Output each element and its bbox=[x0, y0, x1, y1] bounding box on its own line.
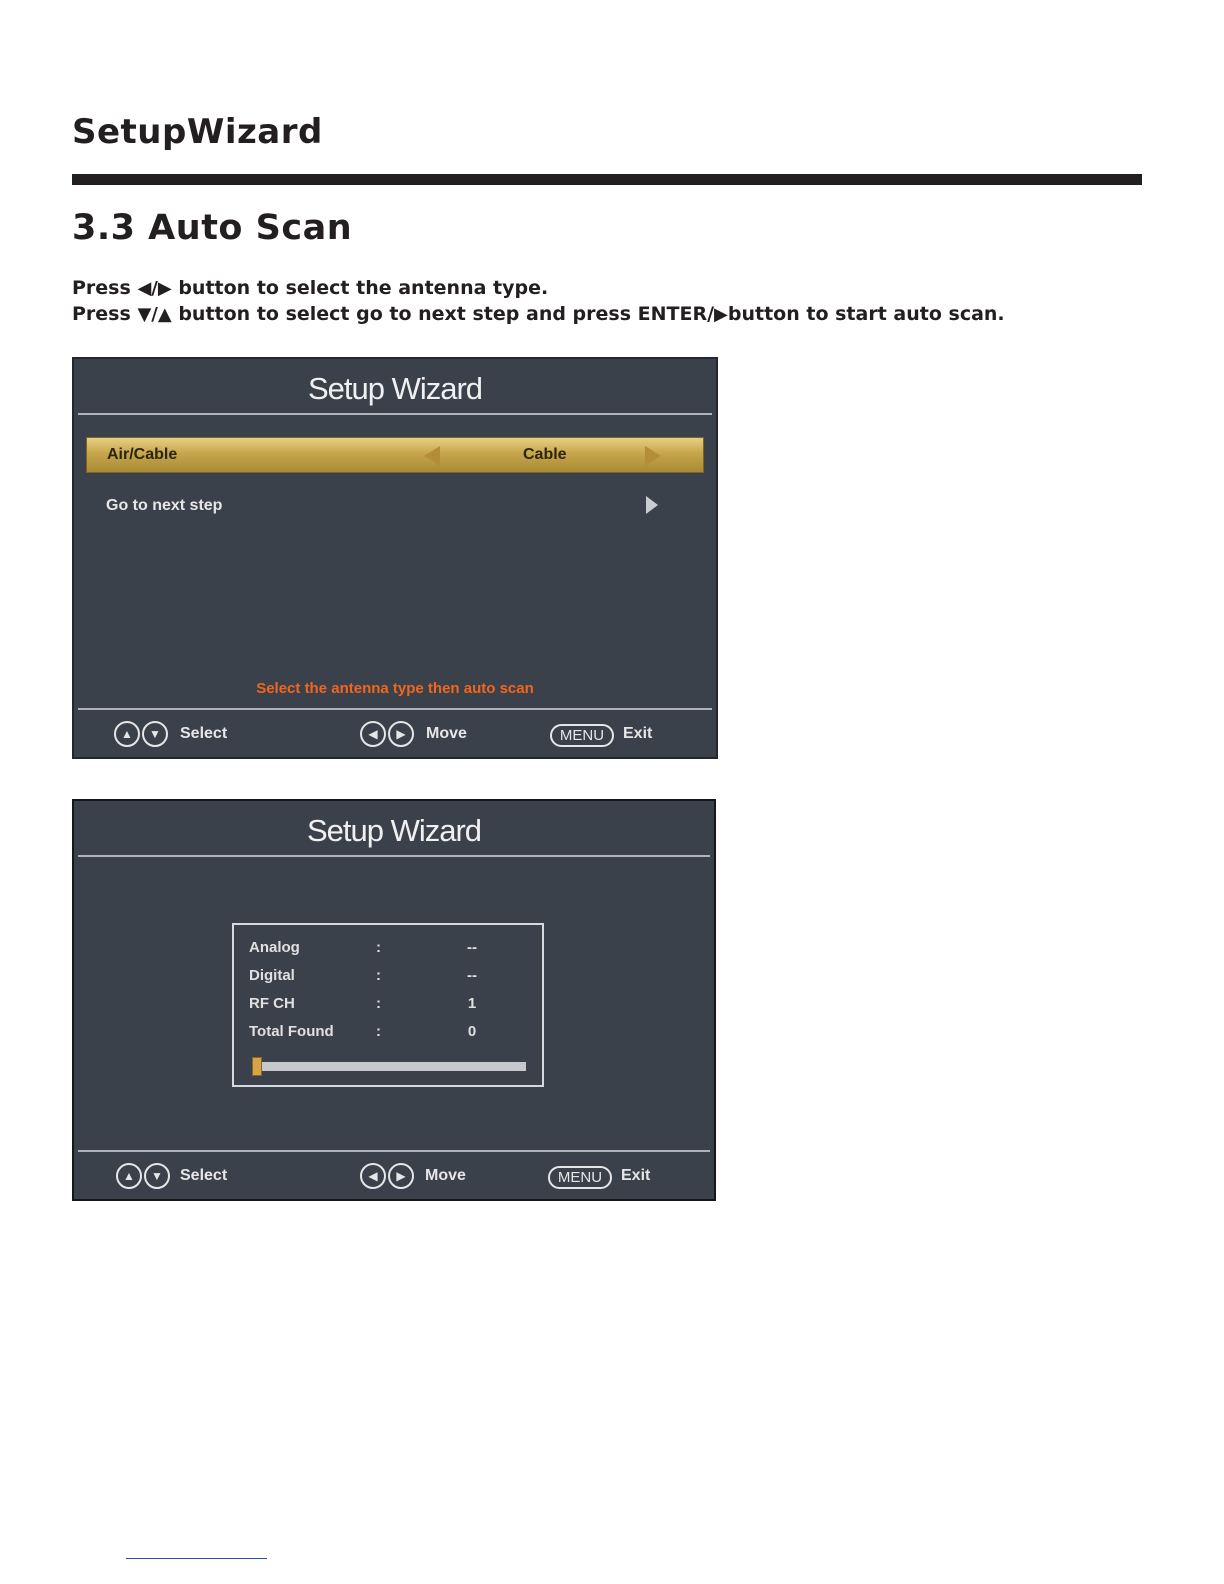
instruction-line-2 bbox=[72, 303, 1005, 325]
analog-value: -- bbox=[467, 939, 477, 956]
instruction-1-post: button to select the antenna type. bbox=[178, 277, 549, 299]
total-found-value: 0 bbox=[467, 1023, 477, 1040]
footer-move-label: Move bbox=[426, 725, 467, 742]
total-found-label: Total Found bbox=[249, 1023, 334, 1040]
screen-title: Setup Wizard bbox=[306, 813, 482, 848]
section-title: 3.3 Auto Scan bbox=[72, 208, 353, 248]
left-right-arrow-icon: ◀/▶ bbox=[137, 278, 172, 299]
footer-bar bbox=[74, 1163, 714, 1193]
down-circle-icon: ▼ bbox=[144, 1163, 170, 1189]
left-circle-icon: ◀ bbox=[360, 1163, 386, 1189]
title-divider bbox=[78, 413, 712, 415]
footer-select-label: Select bbox=[180, 1167, 228, 1184]
instruction-1-pre: Press bbox=[72, 277, 131, 299]
menu-button[interactable]: MENU bbox=[548, 1166, 612, 1189]
up-circle-icon: ▲ bbox=[114, 721, 140, 747]
chevron-right-icon[interactable] bbox=[646, 496, 658, 514]
digital-colon: : bbox=[376, 967, 381, 984]
screen-title: Setup Wizard bbox=[307, 371, 483, 406]
page-link-underline[interactable] bbox=[126, 1558, 267, 1559]
rf-ch-label: RF CH bbox=[249, 995, 295, 1012]
page-header-title: SetupWizard bbox=[72, 112, 323, 152]
instruction-line-1 bbox=[72, 277, 548, 299]
scan-progress-fill bbox=[252, 1057, 262, 1076]
instruction-2-post: button to start auto scan. bbox=[727, 303, 1005, 325]
footer-exit-label: Exit bbox=[623, 725, 653, 742]
air-cable-row[interactable] bbox=[86, 437, 704, 473]
left-arrow-icon[interactable] bbox=[424, 446, 440, 466]
air-cable-value: Cable bbox=[523, 446, 567, 463]
footer-bar bbox=[74, 721, 716, 751]
digital-value: -- bbox=[467, 967, 477, 984]
down-up-arrow-icon: ▼/▲ bbox=[137, 304, 172, 325]
analog-label: Analog bbox=[249, 939, 300, 956]
digital-label: Digital bbox=[249, 967, 295, 984]
up-circle-icon: ▲ bbox=[116, 1163, 142, 1189]
left-circle-icon: ◀ bbox=[360, 721, 386, 747]
header-rule bbox=[72, 174, 1142, 185]
menu-button[interactable]: MENU bbox=[550, 724, 614, 747]
title-divider bbox=[78, 855, 710, 857]
rf-ch-value: 1 bbox=[467, 995, 477, 1012]
scan-progress-track bbox=[252, 1062, 526, 1071]
air-cable-label: Air/Cable bbox=[107, 446, 178, 463]
right-arrow-icon: ▶ bbox=[714, 304, 728, 325]
down-circle-icon: ▼ bbox=[142, 721, 168, 747]
total-found-colon: : bbox=[376, 1023, 381, 1040]
setup-wizard-screen-antenna bbox=[72, 357, 718, 759]
rf-ch-colon: : bbox=[376, 995, 381, 1012]
setup-wizard-screen-scan bbox=[72, 799, 716, 1201]
footer-divider bbox=[78, 708, 712, 710]
instruction-2-pre: Press bbox=[72, 303, 131, 325]
go-to-next-step-row[interactable]: Go to next step bbox=[106, 497, 223, 514]
hint-text: Select the antenna type then auto scan bbox=[256, 680, 534, 697]
footer-select-label: Select bbox=[180, 725, 228, 742]
right-circle-icon: ▶ bbox=[388, 1163, 414, 1189]
analog-colon: : bbox=[376, 939, 381, 956]
instruction-2-mid: button to select go to next step and press ENTER/ bbox=[178, 303, 715, 325]
footer-divider bbox=[78, 1150, 710, 1152]
scan-status-panel bbox=[232, 923, 544, 1087]
footer-exit-label: Exit bbox=[621, 1167, 651, 1184]
footer-move-label: Move bbox=[425, 1167, 466, 1184]
right-circle-icon: ▶ bbox=[388, 721, 414, 747]
right-arrow-icon[interactable] bbox=[645, 446, 661, 466]
